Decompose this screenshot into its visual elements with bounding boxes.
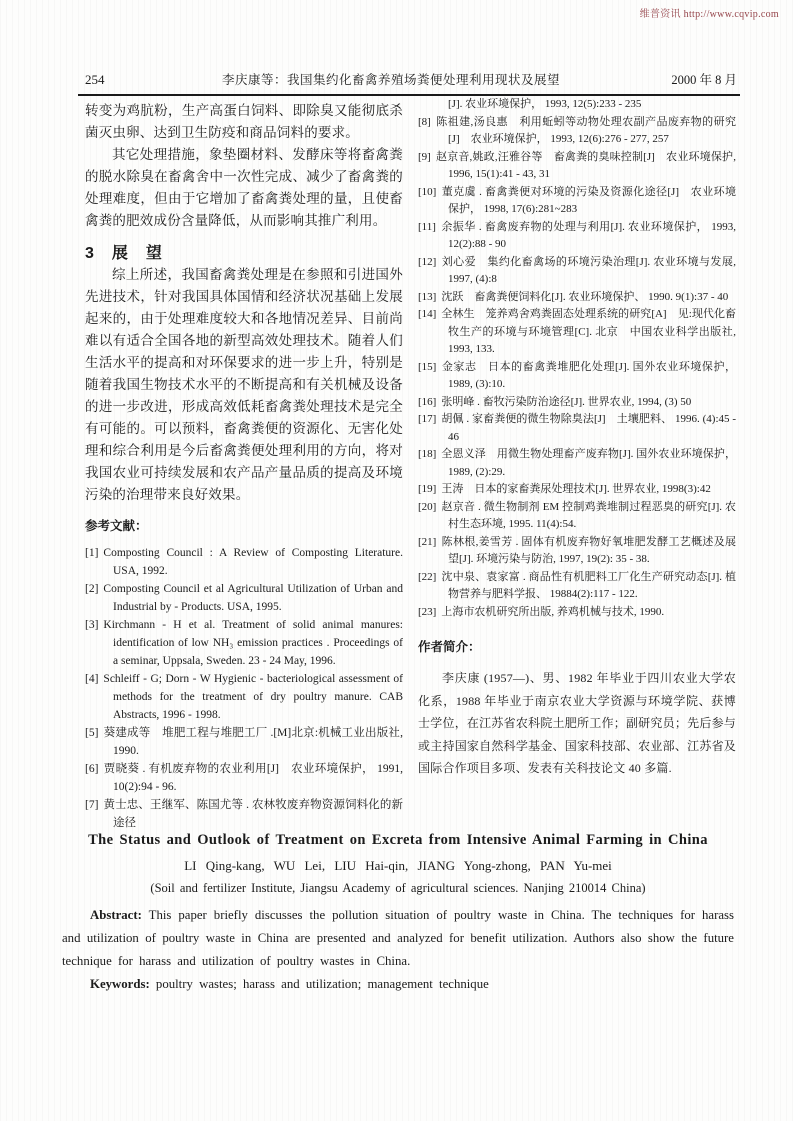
reference-item: [85, 670, 403, 724]
body-paragraph: 转变为鸡肮粉，生产高蛋白饲料、即除臭又能彻底杀菌灭虫卵、达到卫生防疫和商品饲料的要求。: [85, 103, 403, 140]
author-bio: 李庆康 (1957—)、男、1982 年毕业于四川农业大学农化系，1988 年毕业于南京农业大学资源与环境学院、获博士学位，在江苏省农科院土肥所工作；副研究员；先后参与或主持国家自然科学基金、国家科技部、农业部、江苏省及国际合作项目多项、发表有关科技论文 40 多篇.: [418, 671, 736, 775]
reference-item: [85, 760, 403, 796]
reference-text: Schleiff - G; Dorn - W Hygienic - bacteriological assessment of methods for the treatment of dry poultry manure. CAB Abstracts, 1996 - 1998.: [103, 673, 403, 721]
reference-item: [418, 306, 736, 359]
reference-item: [85, 544, 403, 580]
reference-item: [418, 254, 736, 289]
reference-label: [1]: [85, 547, 99, 559]
english-authors: LI Qing-kang, WU Lei, LIU Hai-qin, JIANG Yong-zhong, PAN Yu-mei: [184, 858, 612, 873]
issue-date: 2000 年 8 月: [671, 73, 737, 87]
english-abstract: [62, 904, 734, 973]
reference-list: [418, 114, 736, 622]
reference-item: [418, 149, 736, 184]
reference-text: 沈跃 畜禽粪便饲料化[J]. 农业环境保护、 1990. 9(1):37 - 40: [441, 290, 729, 303]
reference-text: 贾晓葵 . 有机废弃物的农业利用[J] 农业环境保护， 1991, 10(2):94 - 96.: [103, 763, 403, 793]
reference-text: Composting Council : A Review of Composting Literature. USA, 1992.: [103, 547, 403, 577]
reference-item: [418, 411, 736, 446]
page-number: 254: [85, 72, 105, 87]
reference-label: [7]: [85, 799, 99, 811]
reference-text: Kirchmann - H et al. Treatment of solid animal manures: identification of low NH₃ emission practices . Proceedings of a seminar, Uppsala, Sweden. 23 - 24 May, 1996.: [103, 619, 403, 667]
reference-label: [14]: [418, 308, 437, 320]
body-paragraph: 其它处理措施，象垫圈材料、发酵床等将畜禽粪的脱水除臭在畜禽舍中一次性完成、减少了畜禽粪的处理难度，但由于它增加了畜禽粪处理的量，且使畜禽粪的肥效成份含量降低，从而影响其推广利用。: [85, 147, 403, 228]
reference-text: 陈祖建,汤良惠 利用蚯蚓等动物处理农副产品废弃物的研究[J] 农业环境保护， 1993, 12(6):276 - 277, 257: [435, 115, 736, 145]
reference-text: 沈中泉、袁家富 . 商品性有机肥料工厂化生产研究动态[J]. 植物营养与肥料学报、 19884(2):117 - 122.: [441, 570, 736, 600]
keywords-text: poultry wastes; harass and utilization; management technique: [155, 977, 489, 991]
reference-item: [418, 184, 736, 219]
reference-label: [9]: [418, 150, 431, 163]
reference-label: [23]: [418, 605, 437, 618]
english-keywords: [62, 973, 734, 996]
reference-label: [5]: [85, 727, 99, 739]
reference-item: [85, 724, 403, 760]
reference-item: [418, 219, 736, 254]
reference-text: 余振华 . 畜禽废弃物的处理与利用[J]. 农业环境保护， 1993, 12(2):88 - 90: [440, 220, 736, 250]
reference-item: [85, 796, 403, 832]
reference-item: [418, 359, 736, 394]
reference-continuation: [J]. 农业环境保护， 1993, 12(5):233 - 235: [448, 98, 642, 110]
reference-item: [418, 446, 736, 481]
reference-item: [418, 481, 736, 499]
keywords-label: Keywords:: [90, 977, 150, 991]
reference-text: 陈林根,姜雪芳 . 固体有机废弃物好氧堆肥发酵工艺概述及展望[J]. 环境污染与防治, 1997, 19(2): 35 - 38.: [441, 535, 736, 565]
reference-text: 赵京音 . 微生物制剂 EM 控制鸡粪堆制过程恶臭的研究[J]. 农村生态环境, 1995. 11(4):54.: [441, 500, 736, 530]
reference-text: 上海市农机研究所出版, 养鸡机械与技术, 1990.: [441, 605, 665, 618]
reference-text: 黄士忠、王继军、陈国尤等 . 农林牧废弃物资源饲料化的新途径: [103, 799, 403, 829]
reference-item: [418, 114, 736, 149]
reference-label: [17]: [418, 413, 437, 425]
reference-item: [85, 580, 403, 616]
left-column: [85, 100, 403, 832]
reference-text: 王涛 日本的家畜粪尿处理技术[J]. 世界农业, 1998(3):42: [441, 483, 711, 495]
reference-text: 胡佩 . 家畜粪便的微生物除臭法[J] 土壤肥料、 1996. (4):45 - 46: [441, 413, 736, 443]
reference-label: [10]: [418, 185, 437, 198]
english-title: The Status and Outlook of Treatment on Excreta from Intensive Animal Farming in China: [88, 832, 708, 848]
reference-item: [418, 499, 736, 534]
cqvip-watermark: 维普资讯 http://www.cqvip.com: [639, 9, 779, 20]
reference-label: [11]: [418, 220, 436, 233]
english-abstract-section: [62, 832, 734, 996]
reference-label: [13]: [418, 290, 437, 303]
reference-text: 葵建成等 堆肥工程与堆肥工厂 .[M]北京:机械工业出版社, 1990.: [103, 727, 403, 757]
abstract-text: This paper briefly discusses the pollution situation of poultry waste in China. The techniques for harass and utilization of poultry waste in China are presented and analyzed for benefit utilization. Authors also show the future technique for harass and utilization of poultry wastes in China.: [62, 908, 735, 968]
body-paragraph: 综上所述，我国畜禽粪处理是在参照和引进国外先进技术，针对我国具体国情和经济状况基础上发展起来的，由于处理难度较大和各地情况差异、目前尚难以有适合全国各地的新型高效处理技术。随着人们生活水平的提高和对环保要求的进一步上升，特别是随着我国生物技术水平的不断提高和有关机械及设备的进一步改进，形成高效低耗畜禽粪处理技术是完全有可能的。可以预料，畜禽粪便的资源化、无害化处理和综合利用是今后畜禽粪便处理利用的方向，将对我国农业可持续发展和农产品产量品质的提高及环境污染的治理带来良好效果。: [85, 267, 403, 502]
references-heading: 参考文献：: [85, 519, 148, 533]
reference-label: [18]: [418, 448, 437, 460]
reference-label: [2]: [85, 583, 99, 595]
reference-label: [20]: [418, 500, 437, 513]
reference-label: [19]: [418, 483, 437, 495]
reference-text: 董克虞 . 畜禽粪便对环境的污染及资源化途径[J] 农业环境保护， 1998, 17(6):281~283: [441, 185, 736, 215]
reference-label: [3]: [85, 619, 99, 631]
running-title: 李庆康等：我国集约化畜禽养殖场粪便处理利用现状及展望: [221, 73, 560, 87]
reference-item: [418, 534, 736, 569]
reference-text: 赵京音,姚政,汪雅谷等 畜禽粪的臭味控制[J] 农业环境保护, 1996, 15(1):41 - 43, 31: [435, 150, 736, 180]
reference-text: Composting Council et al Agricultural Utilization of Urban and Industrial by - Products. USA, 1995.: [103, 583, 403, 613]
reference-text: 刘心爱 集约化畜禽场的环境污染治理[J]. 农业环境与发展, 1997, (4):8: [441, 255, 736, 285]
reference-text: 金家志 日本的畜禽粪堆肥化处理[J]. 国外农业环境保护， 1989, (3):10.: [441, 360, 736, 390]
reference-label: [12]: [418, 255, 437, 268]
reference-label: [6]: [85, 763, 99, 775]
right-column: [418, 96, 736, 780]
english-affiliation: (Soil and fertilizer Institute, Jiangsu Academy of agricultural sciences. Nanjing 210014 China): [150, 881, 646, 895]
reference-item: [85, 616, 403, 670]
reference-item: [418, 394, 736, 412]
reference-label: [16]: [418, 395, 437, 408]
page-header: [85, 70, 737, 88]
author-bio-heading: 作者简介：: [418, 640, 481, 654]
reference-text: 全林生 笼养鸡舍鸡粪固态处理系统的研究[A] 见:现代化畜牧生产的环境与环境管理[C]. 北京 中国农业科学出版社, 1993, 133.: [441, 308, 736, 355]
reference-label: [15]: [418, 360, 437, 373]
reference-item: [418, 604, 736, 622]
reference-label: [8]: [418, 115, 431, 128]
reference-label: [4]: [85, 673, 99, 685]
reference-label: [22]: [418, 570, 437, 583]
reference-list: [85, 544, 403, 832]
reference-item: [418, 569, 736, 604]
reference-text: 张明峰 . 畜牧污染防治途径[J]. 世界农业, 1994, (3) 50: [441, 395, 692, 408]
reference-label: [21]: [418, 535, 437, 548]
abstract-label: Abstract:: [90, 908, 142, 922]
reference-text: 全恩义泽 用微生物处理畜产废弃物[J]. 国外农业环境保护， 1989, (2):29.: [441, 448, 736, 478]
section-heading-outlook: 3 展 望: [85, 245, 163, 262]
reference-item: [418, 289, 736, 307]
